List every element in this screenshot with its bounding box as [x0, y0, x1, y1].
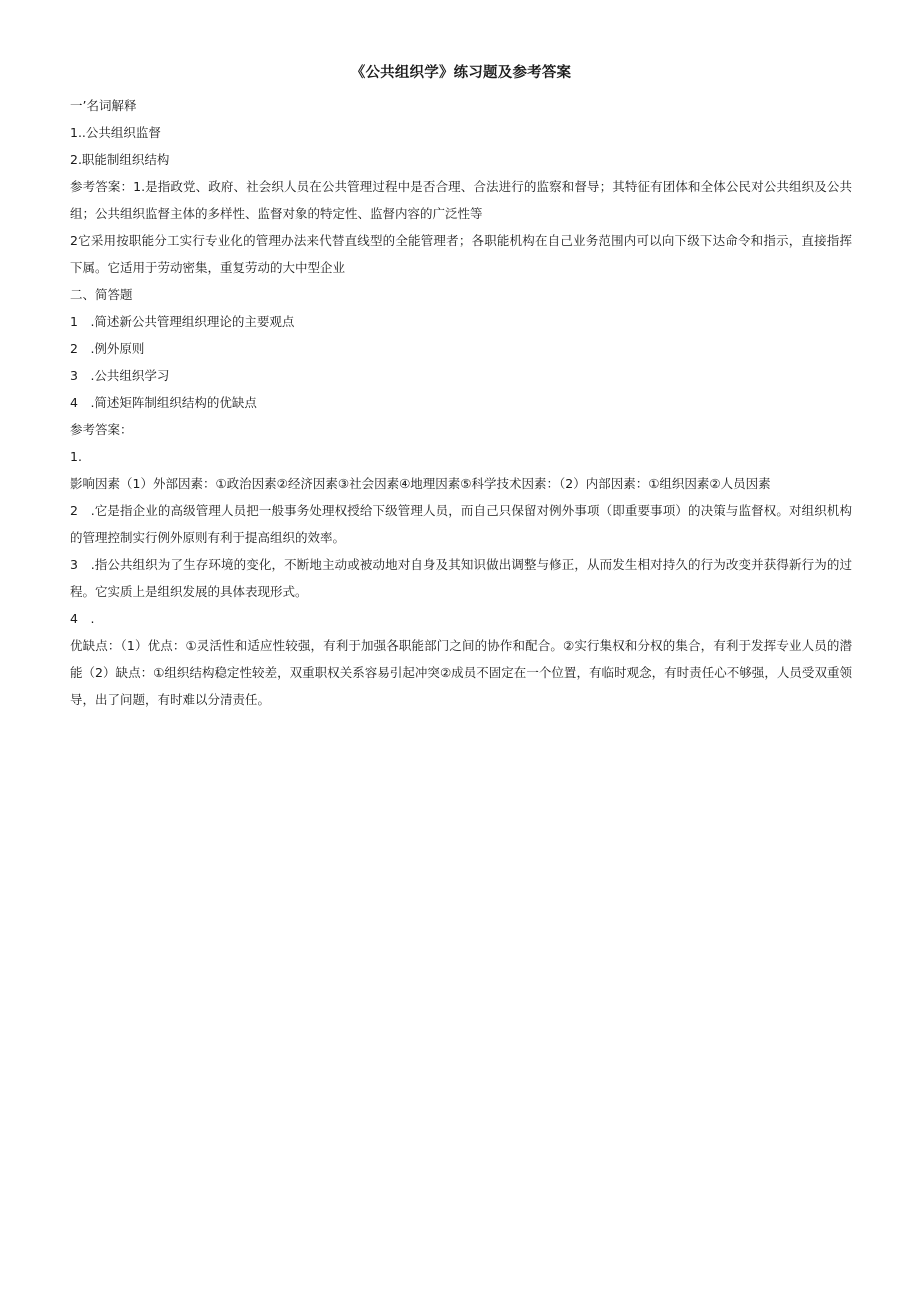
answer-3-text: 3 .指公共组织为了生存环境的变化，不断地主动或被动地对自身及其知识做出调整与修正，从而发生相对持久的行为改变并获得新行为的过程。它实质上是组织发展的具体表现形式。 — [70, 557, 852, 599]
section-heading-short-answer: 二、简答题 — [70, 287, 133, 302]
answer-term-1: 参考答案：1.是指政党、政府、社会织人员在公共管理过程中是否合理、合法进行的监察和督导；其特征有团体和全体公民对公共组织及公共组；公共组织监督主体的多样性、监督对象的特定性、监督内容的广泛性等 — [70, 179, 852, 221]
answer-4-text: 优缺点：（1）优点：①灵活性和适应性较强，有利于加强各职能部门之间的协作和配合。②实行集权和分权的集合，有利于发挥专业人员的潜能（2）缺点：①组织结构稳定性较差，双重职权关系容易引起冲突②成员不固定在一个位置，有临时观念，有时责任心不够强，人员受双重领导，出了问题，有时难以分清责任。 — [70, 638, 852, 707]
question-3: 3 .公共组织学习 — [70, 368, 170, 383]
question-2: 2 .例外原则 — [70, 341, 145, 356]
answer-1-text: 影响因素（1）外部因素：①政治因素②经济因素③社会因素④地理因素⑤科学技术因素：（2）内部因素：①组织因素②人员因素 — [70, 476, 771, 491]
question-4: 4 .简述矩阵制组织结构的优缺点 — [70, 395, 257, 410]
section-heading-terms: 一’名词解释 — [70, 98, 137, 113]
answer-4-number: 4 . — [70, 611, 95, 626]
answer-1-number: 1. — [70, 449, 82, 464]
answer-2-text: 2 .它是指企业的高级管理人员把一般事务处理权授给下级管理人员，而自己只保留对例外事项（即重要事项）的决策与监督权。对组织机构的管理控制实行例外原则有利于提高组织的效率。 — [70, 503, 852, 545]
answer-term-2: 2它采用按职能分工实行专业化的管理办法来代替直线型的全能管理者；各职能机构在自己业务范围内可以向下级下达命令和指示，直接指挥下属。它适用于劳动密集，重复劳动的大中型企业 — [70, 233, 852, 275]
answers-heading: 参考答案： — [70, 422, 133, 437]
document-title: 《公共组织学》练习题及参考答案 — [350, 65, 572, 81]
question-1: 1 .简述新公共管理组织理论的主要观点 — [70, 314, 295, 329]
term-1: 1..公共组织监督 — [70, 125, 161, 140]
term-2: 2.职能制组织结构 — [70, 152, 170, 167]
